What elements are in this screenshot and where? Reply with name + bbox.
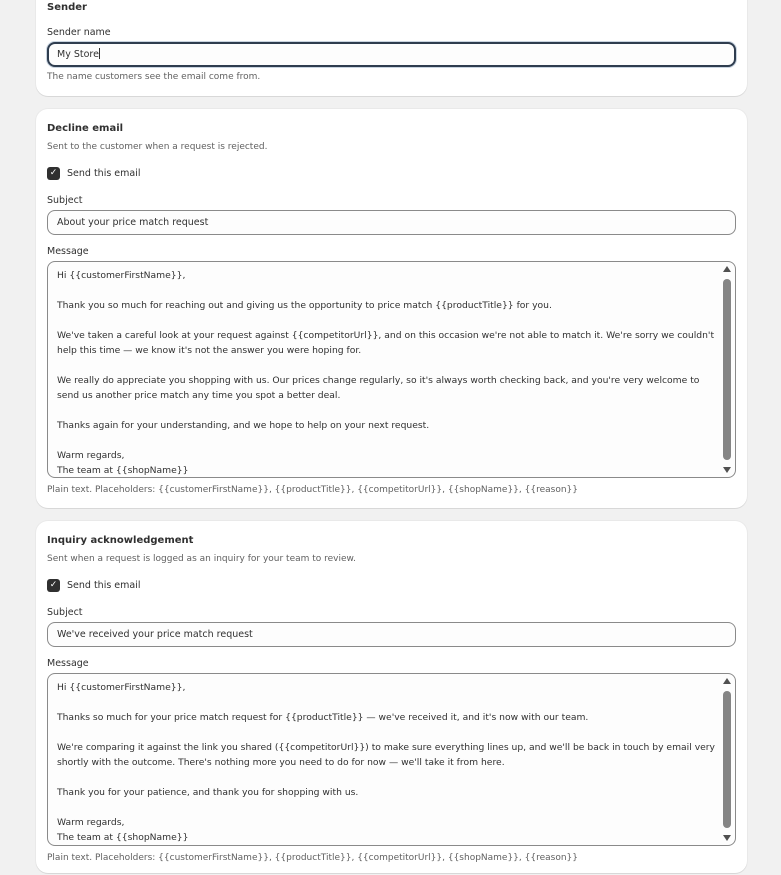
decline-message-textarea[interactable]	[47, 261, 736, 478]
scroll-down-arrow-icon[interactable]	[723, 835, 731, 841]
sender-name-input[interactable]	[47, 42, 736, 67]
inquiry-send-checkbox[interactable]	[47, 579, 60, 592]
inquiry-email-subtitle: Sent when a request is logged as an inquiry for your team to review.	[47, 554, 356, 564]
checkmark-icon: ✓	[49, 167, 58, 178]
inquiry-message-label: Message	[47, 658, 89, 669]
inquiry-send-row[interactable]	[47, 578, 141, 592]
decline-placeholders-help: Plain text. Placeholders: {{customerFirstName}}, {{productTitle}}, {{competitorUrl}}, {{shopName}}, {{reason}}	[47, 485, 578, 495]
scroll-up-arrow-icon[interactable]	[723, 266, 731, 272]
sender-card	[36, 0, 747, 96]
inquiry-subject-label: Subject	[47, 607, 83, 618]
decline-message-scrollbar[interactable]	[719, 262, 735, 477]
inquiry-message-text: Hi {{customerFirstName}}, Thanks so much for your price match request for {{productTitle}} — we've received it, and it's now with our team. We're comparing it against the link you shared ({{competitorUrl}}) to make sure everything lines up, and we'll be back in touch by email very shortly with the outcome. There's nothing more you need to do for now — we'll take it from here. Thank you for your patience, and thank you for shopping with us. Warm regards, The team at {{shopName}}	[57, 682, 715, 843]
checkmark-icon: ✓	[49, 579, 58, 590]
scroll-thumb[interactable]	[723, 279, 731, 460]
decline-email-subtitle: Sent to the customer when a request is rejected.	[47, 142, 268, 152]
decline-subject-input[interactable]	[47, 210, 736, 235]
decline-message-label: Message	[47, 246, 89, 257]
inquiry-placeholders-help: Plain text. Placeholders: {{customerFirstName}}, {{productTitle}}, {{competitorUrl}}, {{shopName}}, {{reason}}	[47, 853, 578, 863]
inquiry-email-title: Inquiry acknowledgement	[47, 535, 194, 546]
decline-send-label[interactable]: Send this email	[67, 167, 141, 179]
inquiry-subject-input[interactable]	[47, 622, 736, 647]
inquiry-send-label[interactable]: Send this email	[67, 579, 141, 591]
inquiry-subject-value: We've received your price match request	[57, 629, 253, 640]
decline-subject-label: Subject	[47, 195, 83, 206]
scroll-thumb[interactable]	[723, 691, 731, 828]
decline-subject-value: About your price match request	[57, 217, 209, 228]
inquiry-email-card	[36, 521, 747, 873]
inquiry-message-scrollbar[interactable]	[719, 674, 735, 845]
scroll-up-arrow-icon[interactable]	[723, 678, 731, 684]
sender-name-help: The name customers see the email come from.	[47, 72, 261, 82]
decline-email-title: Decline email	[47, 123, 124, 134]
inquiry-message-textarea[interactable]	[47, 673, 736, 846]
sender-name-label: Sender name	[47, 27, 111, 38]
decline-send-checkbox[interactable]	[47, 167, 60, 180]
text-caret	[99, 48, 100, 59]
decline-message-text: Hi {{customerFirstName}}, Thank you so much for reaching out and giving us the opportunity to price match {{productTitle}} for you. We've taken a careful look at your request against {{competitorUrl}}, and on this occasion we're not able to match it. We're sorry we couldn't help this time — we know it's not the answer you were hoping for. We really do appreciate you shopping with us. Our prices change regularly, so it's always worth checking back, and you're very welcome to send us another price match any time you spot a better deal. Thanks again for your understanding, and we hope to help on your next request. Warm regards, The team at {{shopName}}	[57, 270, 715, 476]
sender-card-title: Sender	[47, 2, 87, 13]
sender-name-value: My Store	[57, 49, 99, 60]
decline-email-card	[36, 109, 747, 508]
scroll-down-arrow-icon[interactable]	[723, 467, 731, 473]
decline-send-row[interactable]	[47, 166, 141, 180]
